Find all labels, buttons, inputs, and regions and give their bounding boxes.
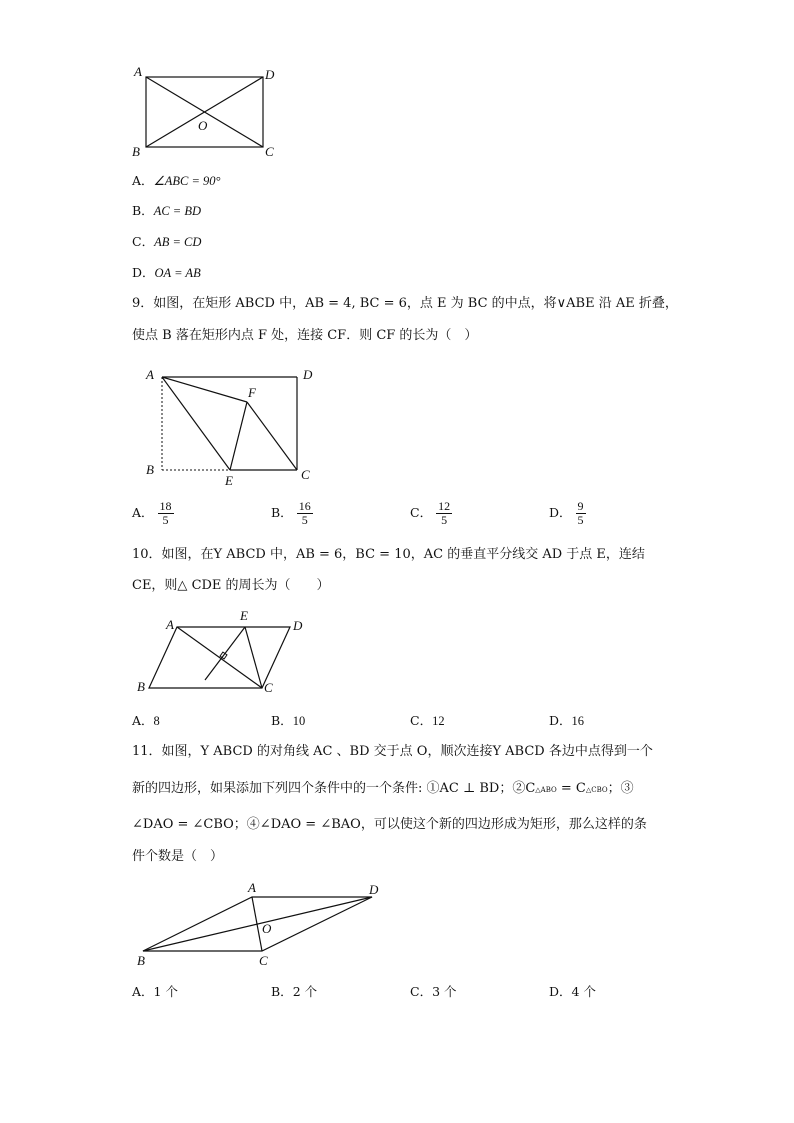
- q9-label-b: B: [146, 462, 154, 477]
- option-text: 4 个: [571, 984, 596, 999]
- q11-line2-part-a: 新的四边形，如果添加下列四个条件中的一个条件: ①AC ⊥ BD；②C: [132, 781, 536, 796]
- q10-label-b: B: [137, 679, 145, 694]
- q11-option-d: [549, 983, 596, 1001]
- option-text: ∠ABC = 90°: [153, 174, 221, 188]
- q8-label-d: D: [265, 67, 275, 82]
- option-text: 16: [571, 714, 585, 728]
- q9-label-c: C: [301, 467, 310, 482]
- option-letter: A．: [132, 173, 154, 188]
- option-letter: C．: [410, 505, 433, 520]
- option-letter: C．: [410, 713, 433, 728]
- q8-label-o: O: [198, 118, 208, 133]
- q8-label-c: C: [265, 144, 274, 159]
- q9-stem-line2: 使点 B 落在矩形内点 F 处，连接 CF．则 CF 的长为（ ）: [132, 328, 478, 343]
- q11-option-c: [410, 983, 457, 1001]
- q9-label-f: F: [248, 385, 256, 400]
- option-letter: A．: [132, 713, 154, 728]
- q9-label-a: A: [146, 367, 154, 382]
- q11-stem-line4: 件个数是（ ）: [132, 849, 224, 864]
- denominator: 5: [441, 513, 448, 527]
- denominator: 5: [577, 513, 584, 527]
- q10-stem-line1: 10．如图，在Y ABCD 中，AB = 6，BC = 10，AC 的垂直平分线交 AD 于点 E，连结: [132, 547, 645, 562]
- q11-subscript-2: △CBO: [585, 786, 608, 794]
- q10-label-d: D: [293, 618, 303, 633]
- q8-label-a: A: [134, 64, 142, 79]
- option-letter: D．: [132, 265, 155, 280]
- option-letter: A．: [132, 505, 154, 520]
- numerator: 18: [159, 499, 172, 513]
- option-letter: D．: [549, 505, 572, 520]
- option-text: OA = AB: [154, 266, 201, 280]
- q11-line2-part-b: = C: [556, 781, 586, 796]
- numerator: 12: [438, 499, 451, 513]
- option-text: 3 个: [432, 984, 457, 999]
- q10-label-a: A: [166, 617, 174, 632]
- q9-stem-line1: 9．如图，在矩形 ABCD 中，AB = 4, BC = 6，点 E 为 BC 的中点，将∨ABE 沿 AE 折叠，: [132, 296, 678, 311]
- option-text: 2 个: [292, 984, 318, 999]
- q11-label-d: D: [369, 882, 379, 897]
- option-text: 12: [432, 714, 445, 728]
- q11-label-o: O: [262, 921, 272, 936]
- denominator: 5: [162, 513, 169, 527]
- q10-label-c: C: [264, 680, 273, 695]
- option-text: AB = CD: [154, 235, 202, 249]
- option-letter: B．: [271, 713, 293, 728]
- option-letter: C．: [132, 234, 155, 249]
- q11-label-b: B: [137, 953, 145, 968]
- q11-label-a: A: [248, 880, 256, 895]
- option-letter: B．: [132, 203, 154, 218]
- option-letter: D．: [549, 713, 572, 728]
- option-text: 1 个: [153, 984, 178, 999]
- q8-label-b: B: [132, 144, 140, 159]
- q11-option-a: [132, 983, 178, 1001]
- denominator: 5: [301, 513, 308, 527]
- q11-option-b: [271, 983, 317, 1001]
- option-text: 10: [292, 714, 306, 728]
- q11-stem-line3: ∠DAO = ∠CBO；④∠DAO = ∠BAO，可以使这个新的四边形成为矩形，那么这样的条: [132, 817, 647, 832]
- q11-stem-line1: 11．如图，Y ABCD 的对角线 AC 、BD 交于点 O，顺次连接Y ABCD 各边中点得到一个: [132, 744, 653, 759]
- numerator: 16: [298, 499, 311, 513]
- option-letter: C．: [410, 984, 433, 999]
- q11-line2-part-c: ；③: [607, 781, 634, 796]
- q9-label-d: D: [303, 367, 313, 382]
- option-letter: B．: [271, 505, 293, 520]
- option-text: AC = BD: [153, 204, 202, 218]
- q9-label-e: E: [225, 473, 233, 488]
- numerator: 9: [577, 499, 584, 513]
- option-text: 8: [153, 714, 160, 728]
- q10-label-e: E: [240, 608, 248, 623]
- option-letter: D．: [549, 984, 572, 999]
- q11-label-c: C: [259, 953, 268, 968]
- q11-subscript-1: △ABO: [535, 786, 557, 794]
- option-letter: A．: [132, 984, 154, 999]
- option-letter: B．: [271, 984, 293, 999]
- q10-stem-line2: CE，则△ CDE 的周长为（ ）: [132, 578, 330, 593]
